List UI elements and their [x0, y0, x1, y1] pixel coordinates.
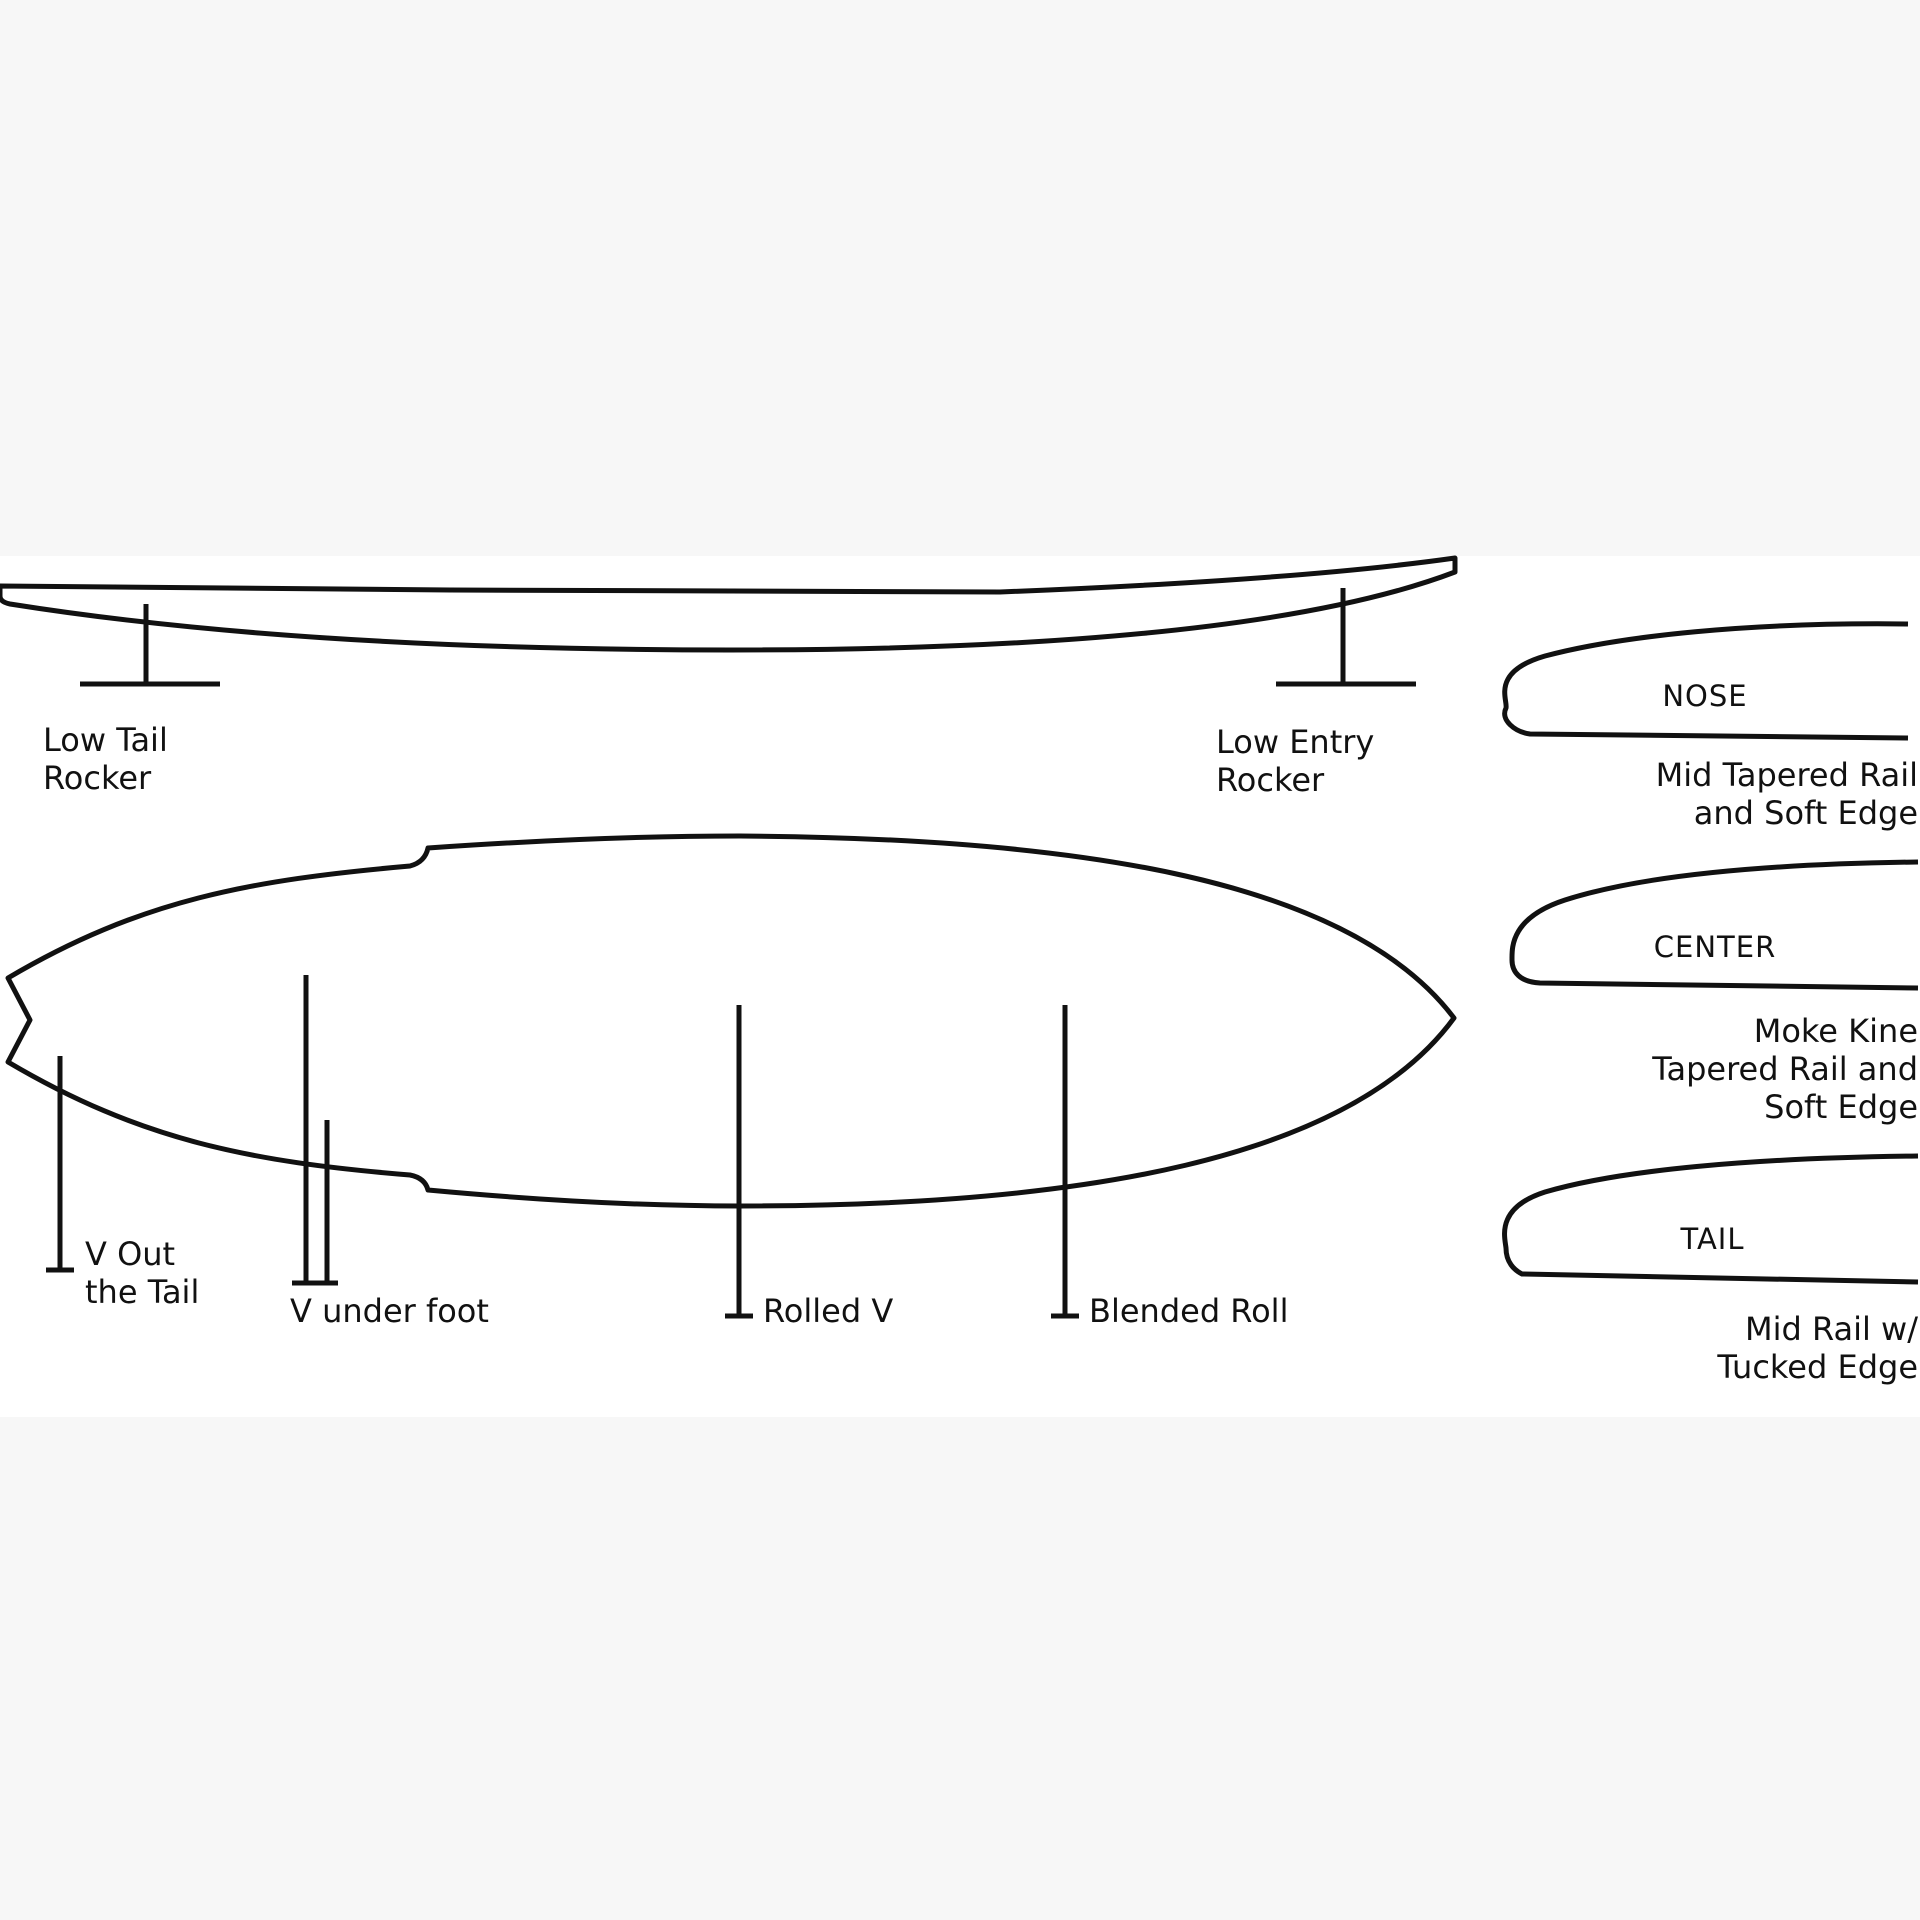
center-rail-section — [1512, 862, 1918, 988]
rolled-v-label: Rolled V — [763, 1292, 894, 1330]
low-entry-rocker-label: Low Entry Rocker — [1216, 723, 1375, 799]
blended-roll-label: Blended Roll — [1089, 1292, 1289, 1330]
v-under-foot-label: V under foot — [290, 1292, 489, 1330]
tail-rail-section — [1505, 1156, 1918, 1282]
tail-rail-description: Mid Rail w/ Tucked Edge — [1717, 1310, 1918, 1386]
nose-tag: NOSE — [1662, 679, 1748, 713]
v-under-foot-marker — [292, 975, 338, 1283]
rolled-v-marker — [725, 1005, 753, 1316]
rocker-profile-outline — [0, 558, 1455, 650]
board-outline — [8, 836, 1454, 1206]
blended-roll-marker — [1051, 1005, 1079, 1316]
nose-rail-description: Mid Tapered Rail and Soft Edge — [1655, 756, 1918, 832]
low-tail-rocker-label: Low Tail Rocker — [43, 721, 168, 797]
center-rail-description: Moke Kine Tapered Rail and Soft Edge — [1652, 1012, 1918, 1126]
tail-tag: TAIL — [1680, 1222, 1745, 1256]
v-out-tail-label: V Out the Tail — [85, 1235, 200, 1311]
center-tag: CENTER — [1653, 930, 1777, 964]
